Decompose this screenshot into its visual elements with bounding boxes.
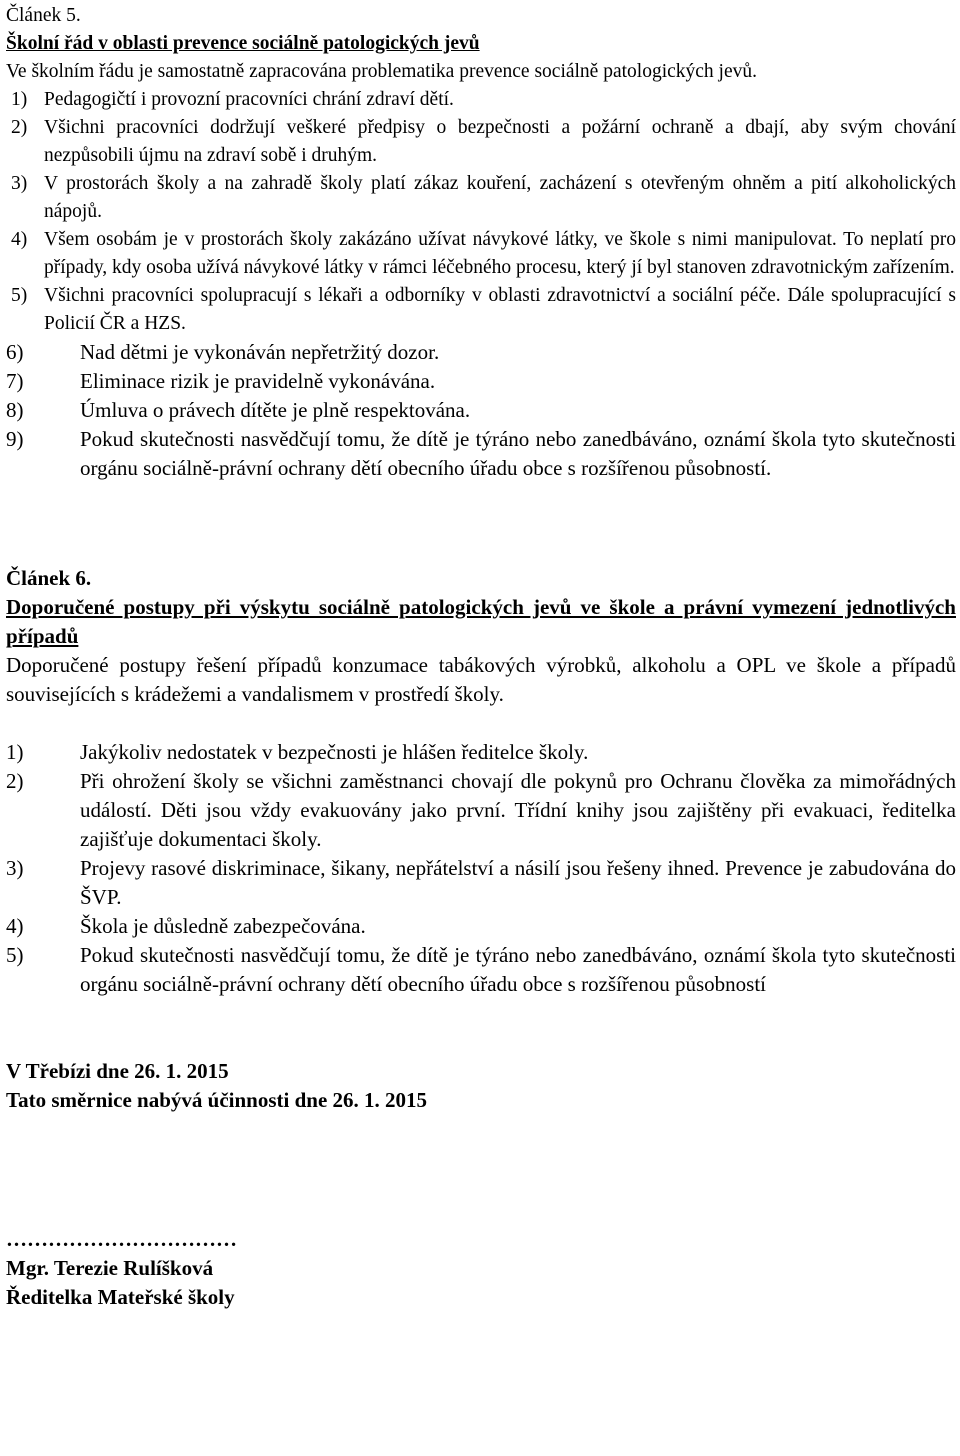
item-number: 3): [11, 173, 28, 194]
article-6-intro: Doporučené postupy řešení případů konzumace tabákových výrobků, alkoholu a OPL ve škole a případů souvisejících s krádežemi a vandalismem v prostředí školy.: [6, 653, 956, 706]
spacer: [6, 999, 956, 1057]
list-item: [6, 338, 956, 367]
item-number: 8): [6, 398, 24, 422]
article-5-title: Školní řád v oblasti prevence sociálně patologických jevů: [6, 33, 480, 54]
item-number: 7): [6, 369, 24, 393]
item-number: 1): [11, 89, 28, 110]
item-number: 3): [6, 856, 24, 880]
article-6-list: [6, 738, 956, 999]
list-item: [6, 367, 956, 396]
article-5-heading: Článek 5.: [6, 5, 81, 26]
item-text: Pedagogičtí i provozní pracovníci chrání zdraví dětí.: [44, 89, 454, 110]
document-page: [6, 2, 956, 1312]
list-item: [6, 86, 956, 114]
article-5-continued: [6, 338, 956, 1312]
item-number: 4): [6, 914, 24, 938]
article-6-heading: Článek 6.: [6, 566, 92, 590]
item-text: Všem osobám je v prostorách školy zakázáno užívat návykové látky, ve škole s nimi manipulovat. To neplatí pro případy, kdy osoba užívá návykové látky v rámci léčebného procesu, který jí byl stanoven zdravotnickým zařízením.: [44, 229, 956, 278]
list-item: [6, 738, 956, 767]
item-number: 5): [11, 285, 28, 306]
article-6: [6, 564, 956, 999]
item-text: Pokud skutečnosti nasvědčují tomu, že dítě je týráno nebo zanedbáváno, oznámí škola tyto skutečnosti orgánu sociálně-právní ochrany dětí obecního úřadu obce s rozšířenou působností: [80, 943, 956, 996]
item-text: Eliminace rizik je pravidelně vykonávána.: [80, 369, 436, 393]
place-date: V Třebízi dne 26. 1. 2015: [6, 1059, 229, 1083]
item-text: Škola je důsledně zabezpečována.: [80, 914, 366, 938]
item-text: Všichni pracovníci spolupracují s lékaři a odborníky v oblasti zdravotnictví a sociální péče. Dále spolupracující s Policií ČR a HZS.: [44, 285, 956, 334]
item-text: Nad dětmi je vykonáván nepřetržitý dozor.: [80, 340, 440, 364]
item-text: Projevy rasové diskriminace, šikany, nepřátelství a násilí jsou řešeny ihned. Prevence je zabudována do ŠVP.: [80, 856, 956, 909]
item-number: 1): [6, 740, 24, 764]
item-text: V prostorách školy a na zahradě školy platí zákaz kouření, zacházení s otevřeným ohněm a pití alkoholických nápojů.: [44, 173, 956, 222]
spacer: [6, 483, 956, 564]
list-item: [6, 396, 956, 425]
spacer: [6, 1115, 956, 1225]
list-item: [6, 282, 956, 338]
signatory-name: Mgr. Terezie Rulíšková: [6, 1256, 214, 1280]
item-text: Všichni pracovníci dodržují veškeré předpisy o bezpečnosti a požární ochraně a dbají, aby svým chování nezpůsobili újmu na zdraví sobě i druhým.: [44, 117, 956, 166]
item-number: 2): [6, 769, 24, 793]
list-item: [6, 912, 956, 941]
item-number: 9): [6, 427, 24, 451]
footer: [6, 1057, 956, 1312]
item-text: Úmluva o právech dítěte je plně respektována.: [80, 398, 471, 422]
signatory-role: Ředitelka Mateřské školy: [6, 1285, 235, 1309]
list-item: [6, 854, 956, 912]
article-5-list: [6, 86, 956, 338]
article-5: [6, 2, 956, 338]
signature-line: ……………………………: [6, 1227, 237, 1251]
list-item: [6, 767, 956, 854]
item-number: 5): [6, 943, 24, 967]
list-item: [6, 170, 956, 226]
item-number: 6): [6, 340, 24, 364]
item-number: 4): [11, 229, 28, 250]
list-item: [6, 114, 956, 170]
list-item: [6, 941, 956, 999]
article-5-list-continued: [6, 338, 956, 483]
list-item: [6, 425, 956, 483]
list-item: [6, 226, 956, 282]
spacer: [6, 709, 956, 738]
item-number: 2): [11, 117, 28, 138]
item-text: Jakýkoliv nedostatek v bezpečnosti je hlášen ředitelce školy.: [80, 740, 589, 764]
article-5-intro: Ve školním řádu je samostatně zapracována problematika prevence sociálně patologických jevů.: [6, 61, 758, 82]
item-text: Pokud skutečnosti nasvědčují tomu, že dítě je týráno nebo zanedbáváno, oznámí škola tyto skutečnosti orgánu sociálně-právní ochrany dětí obecního úřadu obce s rozšířenou působností.: [80, 427, 956, 480]
article-6-title: Doporučené postupy při výskytu sociálně patologických jevů ve škole a právní vymezení jednotlivých případů: [6, 595, 956, 648]
effective-date: Tato směrnice nabývá účinnosti dne 26. 1. 2015: [6, 1088, 428, 1112]
item-text: Při ohrožení školy se všichni zaměstnanci chovají dle pokynů pro Ochranu člověka za mimořádných událostí. Děti jsou vždy evakuovány jako první. Třídní knihy jsou zajištěny při evakuaci, ředitelka zajišťuje dokumentaci školy.: [80, 769, 956, 851]
